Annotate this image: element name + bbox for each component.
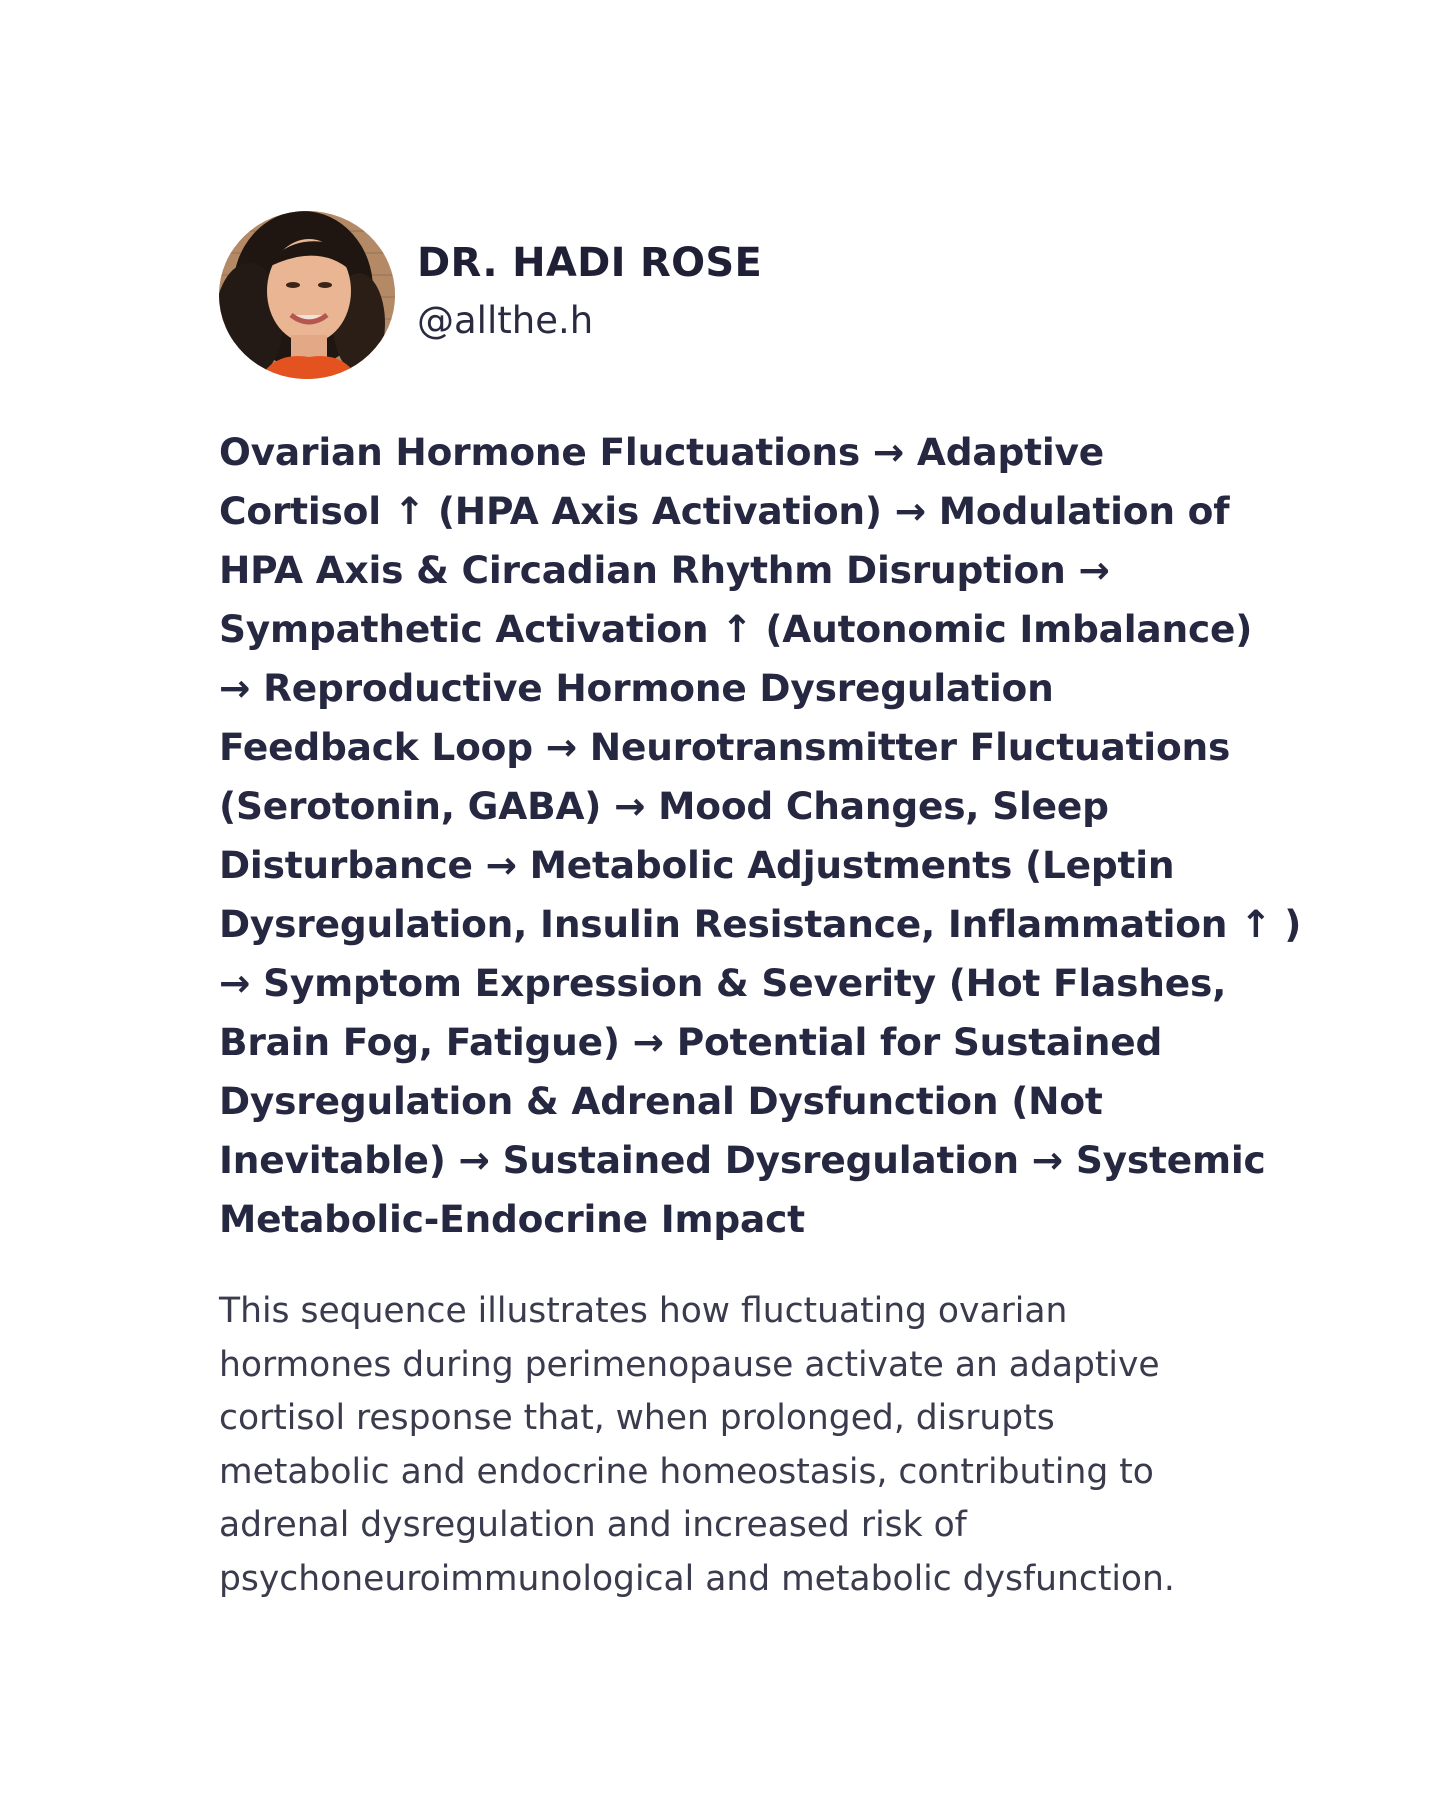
headline-line: Sympathetic Activation ↑ (Autonomic Imbalance) <box>219 607 1253 651</box>
headline-line: (Serotonin, GABA) → Mood Changes, Sleep <box>219 784 1109 828</box>
headline-line: Ovarian Hormone Fluctuations → Adaptive <box>219 430 1104 474</box>
body-line: This sequence illustrates how fluctuating ovarian <box>219 1291 1068 1331</box>
headline-line: Brain Fog, Fatigue) → Potential for Sustained <box>219 1020 1163 1064</box>
headline-line: HPA Axis & Circadian Rhythm Disruption → <box>219 548 1110 592</box>
author-header <box>219 211 1229 379</box>
headline-line: → Reproductive Hormone Dysregulation <box>219 666 1054 710</box>
headline-line: Dysregulation & Adrenal Dysfunction (Not <box>219 1079 1103 1123</box>
headline-line: Disturbance → Metabolic Adjustments (Leptin <box>219 843 1175 887</box>
post-card <box>219 211 1302 1607</box>
body-line: hormones during perimenopause activate an adaptive <box>219 1344 1160 1385</box>
body-text <box>219 1285 1229 1607</box>
headline-line: Dysregulation, Insulin Resistance, Inflammation ↑ ) <box>219 902 1302 946</box>
headline-line: Metabolic-Endocrine Impact <box>219 1197 805 1241</box>
author-name[interactable]: DR. HADI ROSE <box>417 240 763 286</box>
headline-line: Inevitable) → Sustained Dysregulation → Systemic <box>219 1138 1266 1182</box>
body-line: metabolic and endocrine homeostasis, contributing to <box>219 1451 1154 1492</box>
headline <box>219 423 1302 1249</box>
profile-photo-icon <box>219 211 395 379</box>
headline-line: Cortisol ↑ (HPA Axis Activation) → Modulation of <box>219 489 1230 533</box>
body-line: adrenal dysregulation and increased risk of <box>219 1505 967 1546</box>
headline-line: → Symptom Expression & Severity (Hot Flashes, <box>219 961 1227 1005</box>
author-identity <box>417 238 762 346</box>
headline-line: Feedback Loop → Neurotransmitter Fluctuations <box>219 725 1231 769</box>
author-handle[interactable]: @allthe.h <box>417 299 594 342</box>
body-line: cortisol response that, when prolonged, disrupts <box>219 1398 1055 1439</box>
avatar[interactable] <box>219 211 395 379</box>
body-line: psychoneuroimmunological and metabolic dysfunction. <box>219 1558 1175 1599</box>
